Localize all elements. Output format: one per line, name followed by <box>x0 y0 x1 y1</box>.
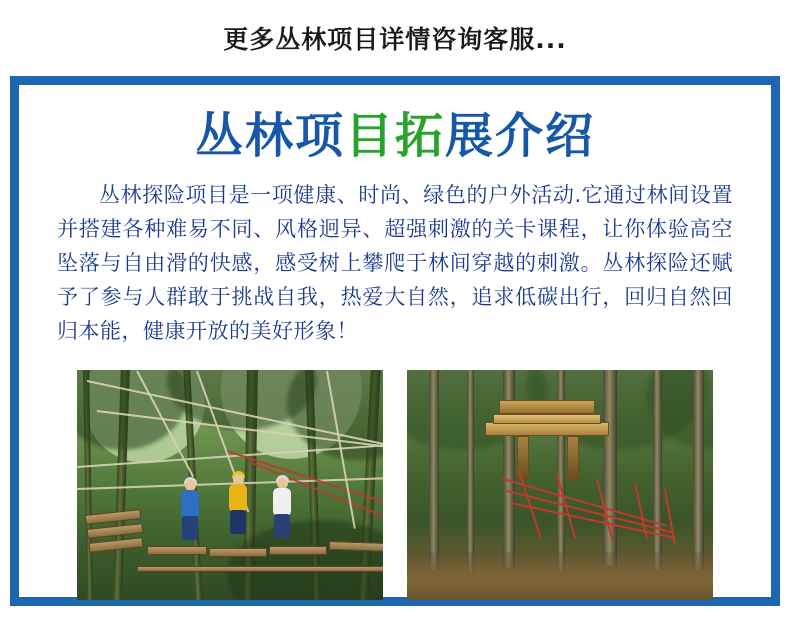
card-inner <box>19 85 771 600</box>
page-title-part-1: 丛林项 <box>194 108 345 164</box>
photo-ropes-course <box>77 370 383 600</box>
banner-title: 更多丛林项目详情咨询客服... <box>223 25 567 54</box>
photo-gallery <box>53 370 737 600</box>
page-title-part-2: 目拓 <box>344 108 445 164</box>
intro-paragraph: 丛林探险项目是一项健康、时尚、绿色的户外活动.它通过林间设置并搭建各种难易不同、风格迥异、超强刺激的关卡课程，让你体验高空坠落与自由滑的快感，感受树上攀爬于林间穿越的刺激。丛林探险还赋予了参与人群敢于挑战自我，热爱大自然，追求低碳出行，回归自然回归本能，健康开放的美好形象！ <box>57 183 733 344</box>
top-banner <box>0 0 790 76</box>
page-title <box>53 109 737 164</box>
photo-forest-platform <box>407 370 713 600</box>
content-card <box>10 76 780 606</box>
page-title-part-3: 展介绍 <box>445 108 596 164</box>
